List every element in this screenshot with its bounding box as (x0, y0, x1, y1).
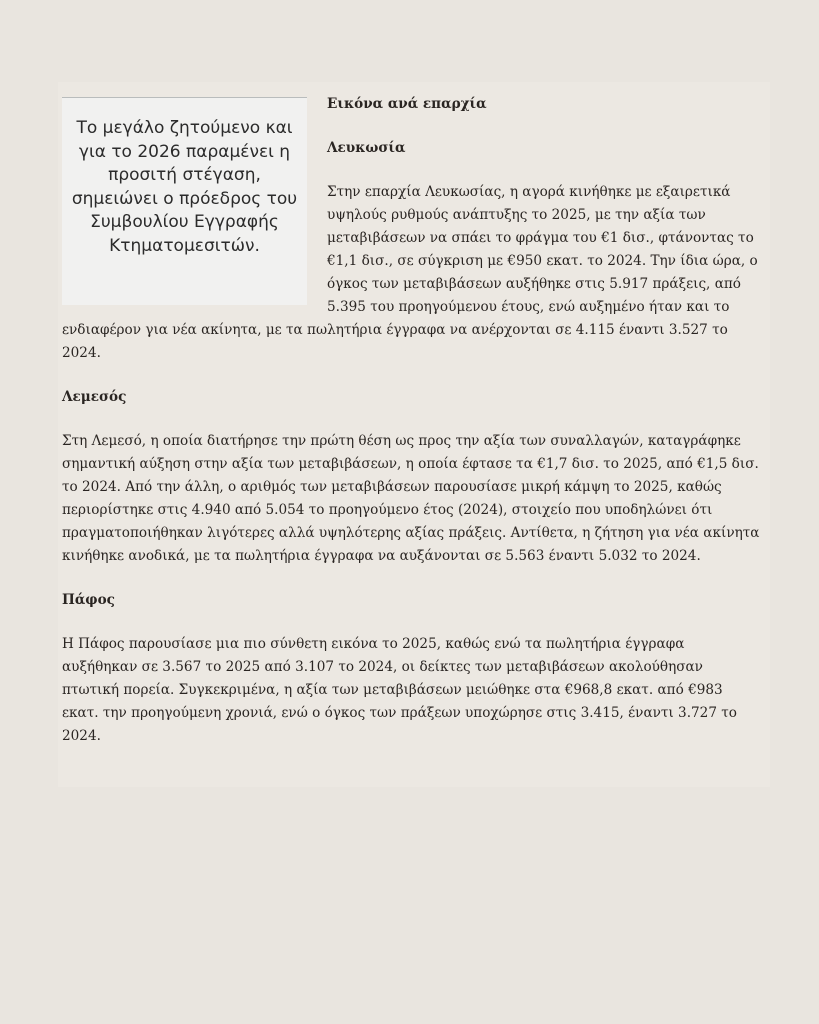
pull-quote (62, 97, 307, 305)
paragraph-nicosia: Στην επαρχία Λευκωσίας, η αγορά κινήθηκε με εξαιρετικά υψηλούς ρυθμούς ανάπτυξης το 2025, με την αξία των μεταβιβάσεων να σπάει το φράγμα του €1 δισ., φτάνοντας το €1,1 δισ., σε σύγκριση με €950 εκατ. το 2024. Την ίδια ώρα, ο όγκος των μεταβιβάσεων αυξήθηκε στις 5.917 πράξεις, από 5.395 του προηγούμενου έτους, ενώ αυξημένο ήταν και το ενδιαφέρον για νέα ακίνητα, με τα πωλητήρια έγγραφα να ανέρχονται σε 4.115 έναντι 3.527 το 2024. (62, 184, 758, 361)
subheading-paphos: Πάφος (62, 592, 115, 608)
section-heading-by-province: Εικόνα ανά επαρχία (327, 96, 487, 112)
paragraph-paphos: Η Πάφος παρουσίασε μια πιο σύνθετη εικόνα το 2025, καθώς ενώ τα πωλητήρια έγγραφα αυξήθηκαν σε 3.567 το 2025 από 3.107 το 2024, οι δείκτες των μεταβιβάσεων ακολούθησαν πτωτική πορεία. Συγκεκριμένα, η αξία των μεταβιβάσεων μειώθηκε στα €968,8 εκατ. από €983 εκατ. την προηγούμενη χρονιά, ενώ ο όγκος των πράξεων υποχώρησε στις 3.415, έναντι 3.727 το 2024. (62, 636, 737, 744)
article-body (62, 93, 762, 769)
paragraph-limassol: Στη Λεμεσό, η οποία διατήρησε την πρώτη θέση ως προς την αξία των συναλλαγών, καταγράφηκε σημαντική αύξηση στην αξία των μεταβιβάσεων, η οποία έφτασε τα €1,7 δισ. το 2025, από €1,5 δισ. το 2024. Από την άλλη, ο αριθμός των μεταβιβάσεων παρουσίασε μικρή κάμψη το 2025, καθώς περιορίστηκε στις 4.940 από 5.054 το προηγούμενο έτος (2024), στοιχείο που υποδηλώνει ότι πραγματοποιήθηκαν λιγότερες αλλά υψηλότερης αξίας πράξεις. Αντίθετα, η ζήτηση για νέα ακίνητα κινήθηκε ανοδικά, με τα πωλητήρια έγγραφα να αυξάνονται σε 5.563 έναντι 5.032 το 2024. (62, 433, 760, 564)
subheading-nicosia: Λευκωσία (327, 140, 406, 156)
subheading-limassol: Λεμεσός (62, 389, 127, 405)
pull-quote-text: Το μεγάλο ζητούμενο και για το 2026 παραμένει η προσιτή στέγαση, σημειώνει ο πρόεδρος του Συμβουλίου Εγγραφής Κτηματομεσιτών. (71, 118, 298, 256)
